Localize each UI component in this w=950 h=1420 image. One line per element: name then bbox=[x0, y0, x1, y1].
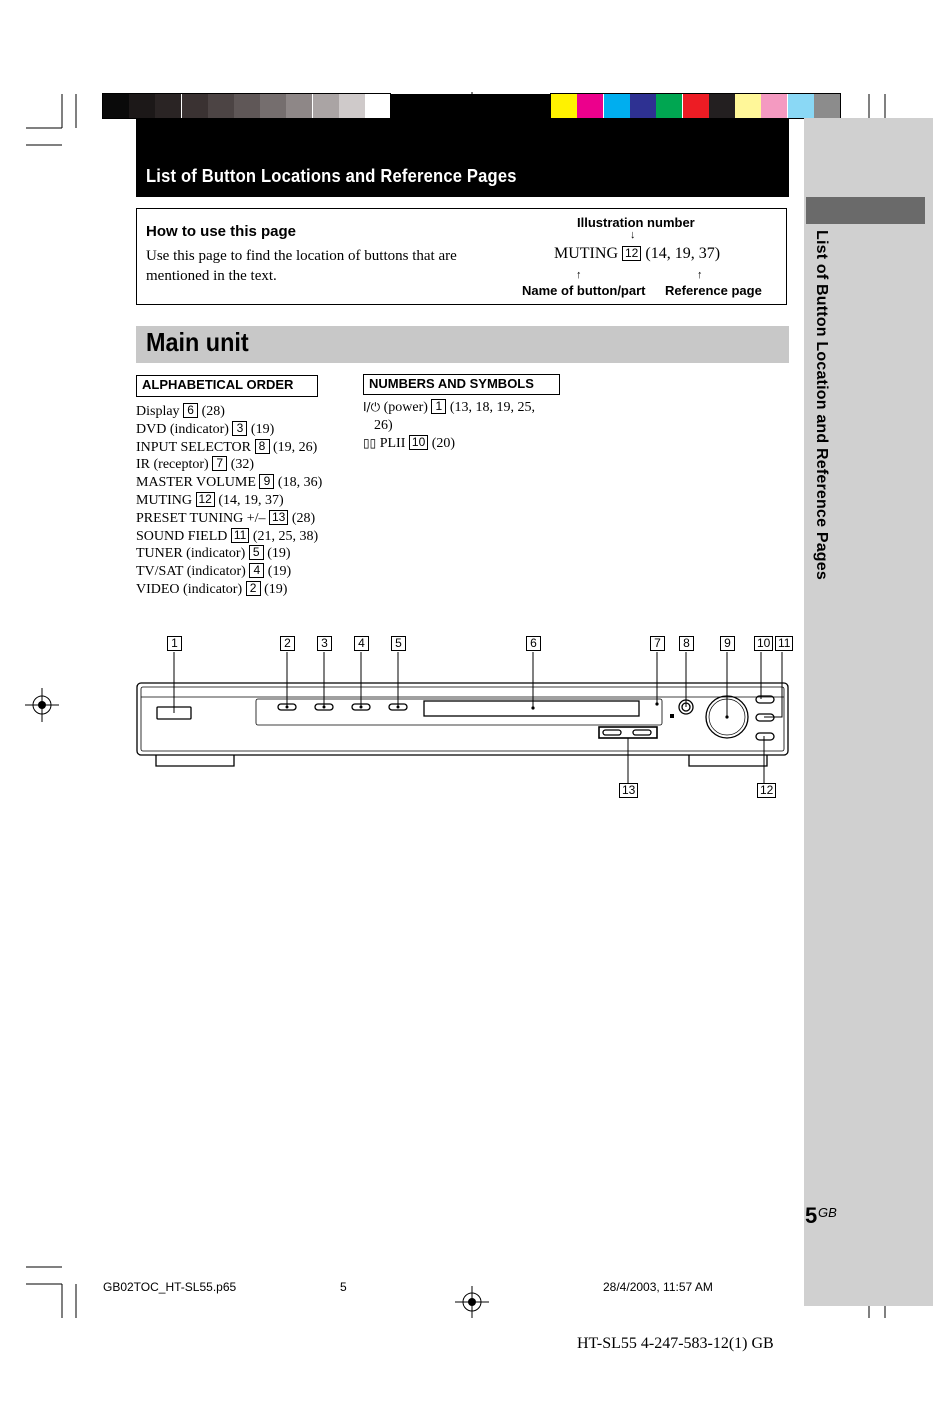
item-name: MASTER VOLUME bbox=[136, 475, 256, 491]
side-tab-marker bbox=[806, 197, 925, 224]
list-item bbox=[136, 563, 366, 581]
item-pages: (14, 19, 37) bbox=[218, 492, 284, 508]
muting-example bbox=[554, 245, 720, 263]
item-number: 4 bbox=[249, 563, 264, 578]
callout-number: 6 bbox=[526, 636, 541, 651]
numbers-symbols-list bbox=[363, 399, 593, 452]
section-title: Main unit bbox=[146, 327, 249, 357]
callout-number: 10 bbox=[754, 636, 773, 651]
callout-number: 3 bbox=[317, 636, 332, 651]
color-swatch bbox=[604, 94, 630, 118]
list-item bbox=[136, 528, 366, 546]
item-pages: (13, 18, 19, 25, bbox=[449, 400, 536, 415]
gray-swatch bbox=[313, 94, 339, 118]
color-swatch bbox=[551, 94, 577, 118]
color-swatch bbox=[735, 94, 761, 118]
bar-black-segment bbox=[391, 94, 550, 118]
alphabetical-order-tag: ALPHABETICAL ORDER bbox=[136, 375, 318, 397]
item-pages: (20) bbox=[431, 435, 456, 451]
down-arrow-icon: ↓ bbox=[630, 229, 636, 241]
color-swatch bbox=[788, 94, 814, 118]
item-number: 13 bbox=[269, 510, 288, 525]
callout-number: 1 bbox=[167, 636, 182, 651]
callout-number: 12 bbox=[757, 783, 776, 798]
gray-swatch bbox=[286, 94, 312, 118]
item-name: INPUT SELECTOR bbox=[136, 439, 251, 455]
item-pages: (18, 36) bbox=[277, 475, 323, 491]
howto-title: How to use this page bbox=[146, 223, 297, 240]
item-number: 3 bbox=[232, 421, 247, 436]
example-number: 12 bbox=[622, 246, 641, 261]
callout-number: 13 bbox=[619, 783, 638, 798]
model-code: HT-SL55 4-247-583-12(1) GB bbox=[577, 1335, 774, 1352]
item-name: PRESET TUNING +/– bbox=[136, 510, 266, 526]
footer-filename: GB02TOC_HT-SL55.p65 bbox=[103, 1280, 237, 1294]
color-swatch bbox=[656, 94, 682, 118]
color-swatch bbox=[683, 94, 709, 118]
list-item bbox=[136, 474, 366, 492]
list-item bbox=[136, 403, 366, 421]
gray-swatch bbox=[208, 94, 234, 118]
item-name: IR (receptor) bbox=[136, 457, 209, 473]
footer-date: 28/4/2003, 11:57 AM bbox=[603, 1280, 713, 1294]
item-pages: (28) bbox=[201, 404, 225, 419]
item-name: VIDEO (indicator) bbox=[136, 581, 243, 597]
item-number: 2 bbox=[246, 581, 261, 596]
item-number: 9 bbox=[259, 474, 274, 489]
callout-number: 8 bbox=[679, 636, 694, 651]
footer-page: 5 bbox=[340, 1280, 347, 1294]
callout-number: 5 bbox=[391, 636, 406, 651]
gray-swatch bbox=[260, 94, 286, 118]
callout-number: 9 bbox=[720, 636, 735, 651]
item-number: 5 bbox=[249, 545, 264, 560]
example-name: MUTING bbox=[554, 245, 618, 262]
item-name: SOUND FIELD bbox=[136, 528, 228, 544]
item-number: 1 bbox=[431, 399, 446, 414]
gray-swatch bbox=[155, 94, 181, 118]
side-tab-label: List of Button Location and Reference Pages bbox=[813, 230, 830, 580]
name-label: Name of button/part bbox=[522, 283, 646, 298]
color-swatch bbox=[577, 94, 603, 118]
item-name: (power) bbox=[383, 400, 428, 415]
item-number: 7 bbox=[212, 456, 227, 471]
list-item bbox=[136, 510, 366, 528]
page-number: 5 bbox=[805, 1203, 818, 1228]
main-unit-diagram bbox=[130, 630, 800, 805]
up-arrow-icon: ↑ bbox=[576, 269, 582, 281]
item-pages: (19, 26) bbox=[273, 439, 318, 455]
page-title: List of Button Locations and Reference Pages bbox=[146, 166, 517, 186]
unit-body bbox=[137, 683, 788, 755]
list-item bbox=[136, 492, 366, 510]
item-name: TV/SAT (indicator) bbox=[136, 564, 246, 580]
callout-number: 11 bbox=[775, 636, 793, 651]
callout-number: 4 bbox=[354, 636, 369, 651]
callout-number: 2 bbox=[280, 636, 295, 651]
list-item bbox=[136, 545, 366, 563]
item-pages: (32) bbox=[230, 457, 255, 473]
reference-label: Reference page bbox=[665, 283, 762, 298]
gray-swatch bbox=[182, 94, 208, 118]
item-pages: (19) bbox=[267, 546, 291, 562]
page-number-suffix: GB bbox=[818, 1205, 837, 1220]
item-number: 8 bbox=[255, 439, 270, 454]
item-name: DVD (indicator) bbox=[136, 421, 229, 437]
item-name: PLII bbox=[379, 435, 406, 451]
item-pages: (19) bbox=[267, 564, 292, 580]
item-pages: (28) bbox=[291, 510, 316, 526]
item-pages: (19) bbox=[250, 421, 275, 437]
item-number: 6 bbox=[183, 403, 198, 418]
up-arrow-icon: ↑ bbox=[697, 269, 703, 281]
list-item bbox=[136, 421, 366, 439]
item-number: 11 bbox=[231, 528, 249, 543]
item-name: TUNER (indicator) bbox=[136, 546, 246, 562]
callout-number: 7 bbox=[650, 636, 665, 651]
list-item bbox=[363, 435, 593, 453]
gray-swatch bbox=[365, 94, 391, 118]
item-name: MUTING bbox=[136, 492, 192, 508]
numbers-symbols-tag: NUMBERS AND SYMBOLS bbox=[363, 374, 560, 395]
list-item bbox=[136, 581, 366, 599]
list-item-continued: 26) bbox=[374, 417, 393, 433]
example-pages: (14, 19, 37) bbox=[645, 245, 721, 262]
dolby-icon: ▯▯ bbox=[363, 435, 377, 450]
power-icon: I/⏻ bbox=[363, 400, 381, 414]
gray-swatch bbox=[339, 94, 365, 118]
gray-swatch bbox=[234, 94, 260, 118]
item-name: Display bbox=[136, 404, 180, 419]
list-item bbox=[136, 456, 366, 474]
alphabetical-list bbox=[136, 403, 366, 599]
item-number: 10 bbox=[409, 435, 428, 450]
color-swatch bbox=[630, 94, 656, 118]
item-pages: (19) bbox=[264, 581, 288, 597]
gray-swatch bbox=[103, 94, 129, 118]
color-swatch bbox=[814, 94, 840, 118]
list-item bbox=[136, 439, 366, 457]
color-swatch bbox=[761, 94, 787, 118]
list-item bbox=[363, 399, 593, 417]
item-number: 12 bbox=[196, 492, 215, 507]
gray-swatch bbox=[129, 94, 155, 118]
illustration-number-label: Illustration number bbox=[577, 215, 695, 230]
color-swatch bbox=[709, 94, 735, 118]
howto-text: Use this page to find the location of buttons that are mentioned in the text. bbox=[146, 248, 457, 284]
item-pages: (21, 25, 38) bbox=[252, 528, 319, 544]
